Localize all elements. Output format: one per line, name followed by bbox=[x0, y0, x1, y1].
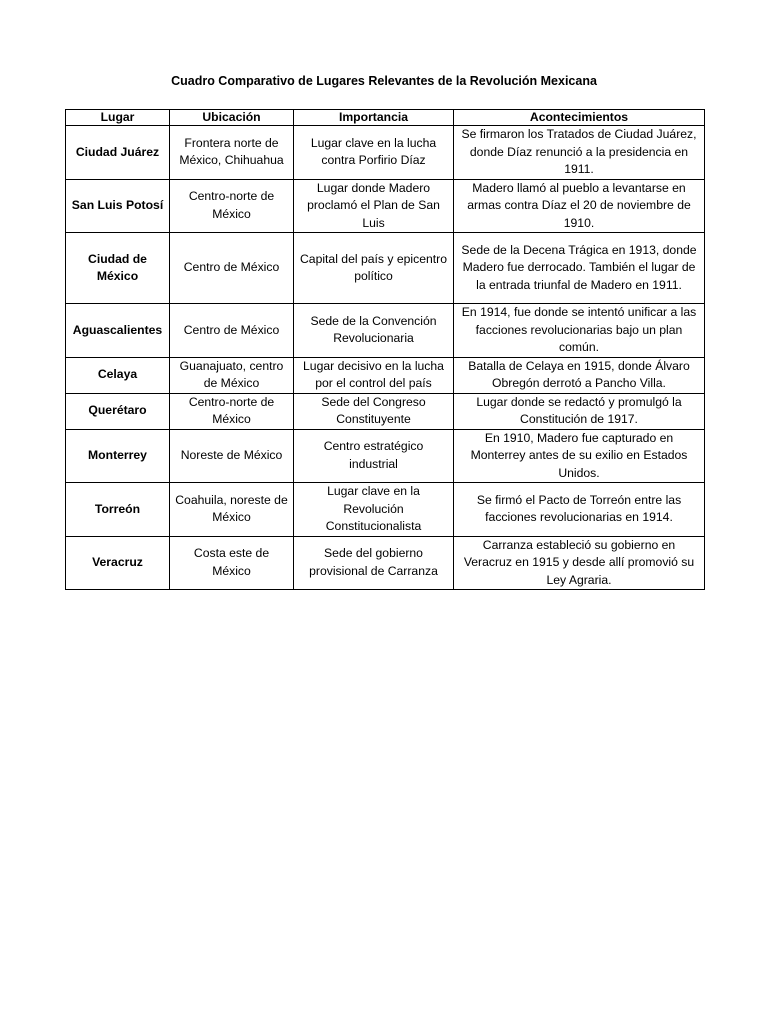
cell-acontecimientos: Se firmaron los Tratados de Ciudad Juárez, donde Díaz renunció a la presidencia en 1911. bbox=[454, 126, 705, 180]
header-ubicacion: Ubicación bbox=[170, 110, 294, 126]
cell-ubicacion: Noreste de México bbox=[170, 429, 294, 483]
header-lugar: Lugar bbox=[66, 110, 170, 126]
table-row bbox=[66, 233, 705, 304]
cell-ubicacion: Centro de México bbox=[170, 304, 294, 358]
cell-importancia: Sede de la Convención Revolucionaria bbox=[294, 304, 454, 358]
cell-lugar: Veracruz bbox=[66, 536, 170, 590]
cell-ubicacion: Centro-norte de México bbox=[170, 179, 294, 233]
cell-acontecimientos: En 1910, Madero fue capturado en Monterrey antes de su exilio en Estados Unidos. bbox=[454, 429, 705, 483]
cell-lugar: Monterrey bbox=[66, 429, 170, 483]
cell-lugar: Aguascalientes bbox=[66, 304, 170, 358]
cell-ubicacion: Coahuila, noreste de México bbox=[170, 483, 294, 537]
cell-lugar: Torreón bbox=[66, 483, 170, 537]
cell-ubicacion: Costa este de México bbox=[170, 536, 294, 590]
cell-acontecimientos: Carranza estableció su gobierno en Veracruz en 1915 y desde allí promovió su Ley Agraria. bbox=[454, 536, 705, 590]
table-header-row bbox=[66, 110, 705, 126]
cell-lugar: Celaya bbox=[66, 357, 170, 393]
cell-ubicacion: Frontera norte de México, Chihuahua bbox=[170, 126, 294, 180]
table-row bbox=[66, 126, 705, 180]
cell-importancia: Capital del país y epicentro político bbox=[294, 233, 454, 304]
table-row bbox=[66, 536, 705, 590]
cell-lugar: Ciudad de México bbox=[66, 233, 170, 304]
header-acontecimientos: Acontecimientos bbox=[454, 110, 705, 126]
cell-acontecimientos: En 1914, fue donde se intentó unificar a las facciones revolucionarias bajo un plan común. bbox=[454, 304, 705, 358]
table-row bbox=[66, 483, 705, 537]
document-title: Cuadro Comparativo de Lugares Relevantes de la Revolución Mexicana bbox=[171, 74, 597, 88]
cell-acontecimientos: Lugar donde se redactó y promulgó la Constitución de 1917. bbox=[454, 393, 705, 429]
cell-acontecimientos: Madero llamó al pueblo a levantarse en armas contra Díaz el 20 de noviembre de 1910. bbox=[454, 179, 705, 233]
table-row bbox=[66, 179, 705, 233]
table-row bbox=[66, 429, 705, 483]
table-row bbox=[66, 393, 705, 429]
cell-lugar: San Luis Potosí bbox=[66, 179, 170, 233]
cell-acontecimientos: Batalla de Celaya en 1915, donde Álvaro Obregón derrotó a Pancho Villa. bbox=[454, 357, 705, 393]
cell-importancia: Lugar decisivo en la lucha por el control del país bbox=[294, 357, 454, 393]
cell-ubicacion: Guanajuato, centro de México bbox=[170, 357, 294, 393]
cell-ubicacion: Centro-norte de México bbox=[170, 393, 294, 429]
cell-lugar: Ciudad Juárez bbox=[66, 126, 170, 180]
cell-ubicacion: Centro de México bbox=[170, 233, 294, 304]
cell-importancia: Lugar clave en la Revolución Constitucionalista bbox=[294, 483, 454, 537]
cell-importancia: Sede del gobierno provisional de Carranza bbox=[294, 536, 454, 590]
comparison-table bbox=[65, 109, 705, 590]
cell-importancia: Sede del Congreso Constituyente bbox=[294, 393, 454, 429]
cell-lugar: Querétaro bbox=[66, 393, 170, 429]
cell-importancia: Lugar donde Madero proclamó el Plan de San Luis bbox=[294, 179, 454, 233]
table-row bbox=[66, 357, 705, 393]
cell-acontecimientos: Sede de la Decena Trágica en 1913, donde Madero fue derrocado. También el lugar de la entrada triunfal de Madero en 1911. bbox=[454, 233, 705, 304]
cell-importancia: Lugar clave en la lucha contra Porfirio Díaz bbox=[294, 126, 454, 180]
table-row bbox=[66, 304, 705, 358]
cell-importancia: Centro estratégico industrial bbox=[294, 429, 454, 483]
cell-acontecimientos: Se firmó el Pacto de Torreón entre las facciones revolucionarias en 1914. bbox=[454, 483, 705, 537]
header-importancia: Importancia bbox=[294, 110, 454, 126]
